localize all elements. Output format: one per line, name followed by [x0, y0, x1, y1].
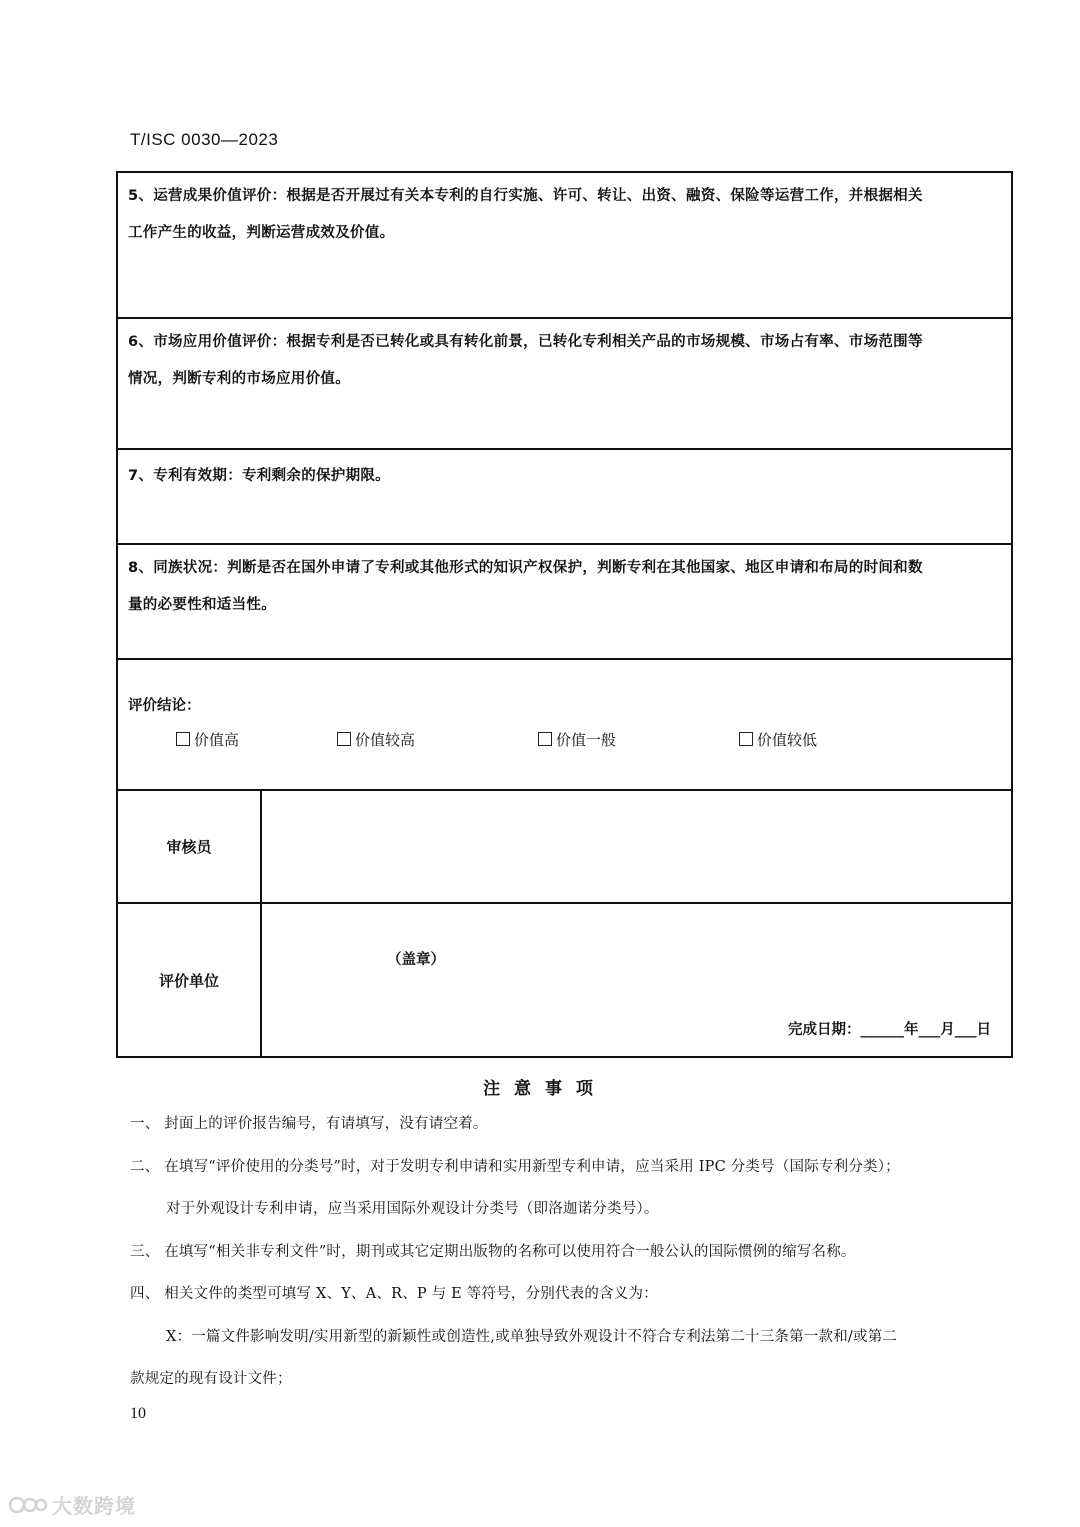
- item-8-text: [118, 545, 1011, 624]
- option-high-label: 价值高: [194, 731, 240, 749]
- item-7-text: [118, 450, 1011, 495]
- note-line-1: 一、 封面上的评价报告编号，有请填写，没有请空着。: [130, 1116, 488, 1132]
- standard-code: T/ISC 0030—2023: [130, 130, 279, 149]
- item-7-row: [117, 449, 1012, 544]
- watermark-logo-icon: [8, 1494, 48, 1516]
- item-8-line1: 8、同族状况：判断是否在国外申请了专利或其他形式的知识产权保护，判断专利在其他国家、地区申请和布局的时间和数: [128, 560, 923, 576]
- item-6-row: [117, 318, 1012, 449]
- item-5-text: [118, 173, 1011, 252]
- item-6-line2: 情况，判断专利的市场应用价值。: [128, 371, 350, 387]
- item-5-line2: 工作产生的收益，判断运营成效及价值。: [128, 225, 395, 241]
- note-line-3: 对于外观设计专利申请，应当采用国际外观设计分类号（即洛迦诺分类号）。: [166, 1201, 659, 1217]
- option-high[interactable]: [176, 729, 239, 750]
- unit-content: [262, 904, 1011, 1054]
- option-fairly-high[interactable]: [337, 729, 415, 750]
- completion-date: 完成日期：______年___月___日: [788, 1022, 991, 1038]
- item-6-text: [118, 319, 1011, 398]
- option-low-label: 价值较低: [757, 731, 818, 749]
- item-5-line1: 5、运营成果价值评价：根据是否开展过有关本专利的自行实施、许可、转让、出资、融资、保险等运营工作，并根据相关: [128, 188, 923, 204]
- option-average[interactable]: [538, 729, 616, 750]
- item-5-row: [117, 172, 1012, 318]
- evaluation-form-table: [116, 171, 1013, 1058]
- notes-title: 注 意 事 项: [483, 1079, 597, 1099]
- unit-field[interactable]: [261, 903, 1012, 1057]
- reviewer-label: 审核员: [117, 790, 261, 903]
- note-line-7: 款规定的现有设计文件；: [130, 1371, 292, 1387]
- checkbox-icon[interactable]: [739, 732, 753, 746]
- conclusion-row: [117, 659, 1012, 790]
- checkbox-icon[interactable]: [337, 732, 351, 746]
- note-line-6: X：一篇文件影响发明/实用新型的新颖性或创造性,或单独导致外观设计不符合专利法第二十三条第一款和/或第二: [166, 1329, 898, 1345]
- reviewer-field[interactable]: [261, 790, 1012, 903]
- unit-row: [117, 903, 1012, 1057]
- unit-label: 评价单位: [117, 903, 261, 1057]
- watermark: [8, 1490, 136, 1519]
- note-line-4: 三、 在填写“相关非专利文件”时，期刊或其它定期出版物的名称可以使用符合一般公认的国际惯例的缩写名称。: [130, 1244, 856, 1260]
- note-line-5: 四、 相关文件的类型可填写 X、Y、A、R、P 与 E 等符号，分别代表的含义为：: [130, 1286, 658, 1302]
- item-6-line1: 6、市场应用价值评价：根据专利是否已转化或具有转化前景，已转化专利相关产品的市场规模、市场占有率、市场范围等: [128, 334, 923, 350]
- checkbox-icon[interactable]: [176, 732, 190, 746]
- seal-text: （盖章）: [387, 952, 445, 968]
- item-7-line1: 7、专利有效期：专利剩余的保护期限。: [128, 468, 390, 484]
- note-line-2: 二、 在填写“评价使用的分类号”时，对于发明专利申请和实用新型专利申请，应当采用 IPC 分类号（国际专利分类）；: [130, 1159, 900, 1175]
- option-fairly-high-label: 价值较高: [355, 731, 416, 749]
- reviewer-row: [117, 790, 1012, 903]
- item-8-row: [117, 544, 1012, 659]
- item-8-line2: 量的必要性和适当性。: [128, 597, 276, 613]
- option-low[interactable]: [739, 729, 817, 750]
- conclusion-options: [118, 729, 1011, 769]
- option-average-label: 价值一般: [556, 731, 617, 749]
- conclusion-label: 评价结论：: [128, 698, 201, 714]
- watermark-text: 大数跨境: [52, 1494, 136, 1518]
- checkbox-icon[interactable]: [538, 732, 552, 746]
- page-number: 10: [130, 1405, 146, 1422]
